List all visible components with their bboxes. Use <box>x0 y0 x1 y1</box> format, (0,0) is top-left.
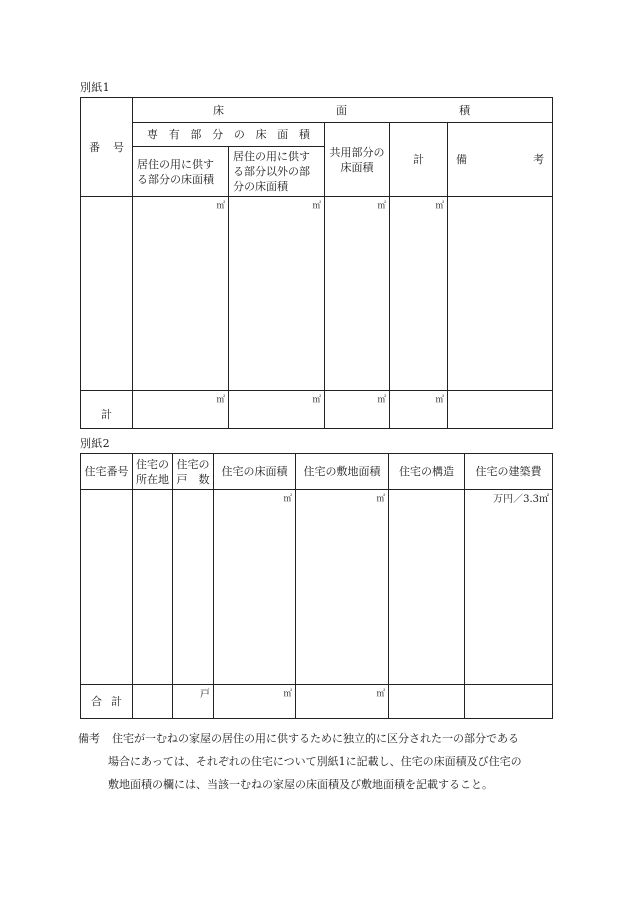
note-line-1: 住宅が一むねの家屋の居住の用に供するために独立的に区分された一の部分である <box>112 732 519 745</box>
remarks-note <box>78 727 558 796</box>
cell-remarks[interactable] <box>448 197 553 391</box>
total-common[interactable]: ㎡ <box>325 391 390 429</box>
header-construction-cost: 住宅の建築費 <box>465 454 553 490</box>
total-site-area[interactable]: ㎡ <box>296 685 389 719</box>
header-non-residential-area: 居住の用に供する部分以外の部分の床面積 <box>229 147 325 197</box>
sheet2-title: 別紙2 <box>80 437 110 450</box>
total-construction-cost[interactable] <box>465 685 553 719</box>
cell-non-residential[interactable]: ㎡ <box>229 197 325 391</box>
cell-house-floor-area[interactable]: ㎡ <box>214 490 296 685</box>
total-unit-count[interactable]: 戸 <box>173 685 214 719</box>
sheet1-total-row <box>81 391 553 429</box>
note-label: 備考 <box>78 732 100 745</box>
cell-location[interactable] <box>133 490 173 685</box>
header-structure: 住宅の構造 <box>389 454 465 490</box>
cell-house-number[interactable] <box>81 490 133 685</box>
note-line-3: 敷地面積の欄には、当該一むねの家屋の床面積及び敷地面積を記載すること。 <box>108 778 493 791</box>
total-residential[interactable]: ㎡ <box>133 391 229 429</box>
header-unit-count: 住宅の戸 数 <box>173 454 214 490</box>
total-label: 合 計 <box>81 685 133 719</box>
cell-residential[interactable]: ㎡ <box>133 197 229 391</box>
total-non-residential[interactable]: ㎡ <box>229 391 325 429</box>
cell-common[interactable]: ㎡ <box>325 197 390 391</box>
cell-unit-count[interactable] <box>173 490 214 685</box>
sheet1-table <box>80 97 553 429</box>
header-exclusive-area: 専 有 部 分 の 床 面 積 <box>133 123 325 147</box>
sheet2-table <box>80 453 553 719</box>
header-house-number: 住宅番号 <box>81 454 133 490</box>
cell-structure[interactable] <box>389 490 465 685</box>
total-total[interactable]: ㎡ <box>390 391 448 429</box>
cell-number[interactable] <box>81 197 133 391</box>
sheet2-body-row <box>81 490 553 685</box>
cell-total[interactable]: ㎡ <box>390 197 448 391</box>
total-row-label: 計 <box>81 391 133 429</box>
header-common-area: 共用部分の床面積 <box>325 123 390 197</box>
sheet1-title: 別紙1 <box>80 81 110 94</box>
header-total: 計 <box>390 123 448 197</box>
header-site-area: 住宅の敷地面積 <box>296 454 389 490</box>
total-remarks[interactable] <box>448 391 553 429</box>
cell-site-area[interactable]: ㎡ <box>296 490 389 685</box>
header-house-floor-area: 住宅の床面積 <box>214 454 296 490</box>
header-number: 番 号 <box>81 98 133 197</box>
header-location: 住宅の所在地 <box>133 454 173 490</box>
cell-construction-cost[interactable]: 万円／3.3㎡ <box>465 490 553 685</box>
sheet2-total-row <box>81 685 553 719</box>
header-residential-area: 居住の用に供する部分の床面積 <box>133 147 229 197</box>
note-line-2: 場合にあっては、それぞれの住宅について別紙1に記載し、住宅の床面積及び住宅の <box>108 755 522 768</box>
sheet1-body-row <box>81 197 553 391</box>
total-structure[interactable] <box>389 685 465 719</box>
total-location[interactable] <box>133 685 173 719</box>
total-house-floor-area[interactable]: ㎡ <box>214 685 296 719</box>
header-floor-area: 床 面 積 <box>133 98 553 123</box>
header-remarks: 備 考 <box>448 123 553 197</box>
